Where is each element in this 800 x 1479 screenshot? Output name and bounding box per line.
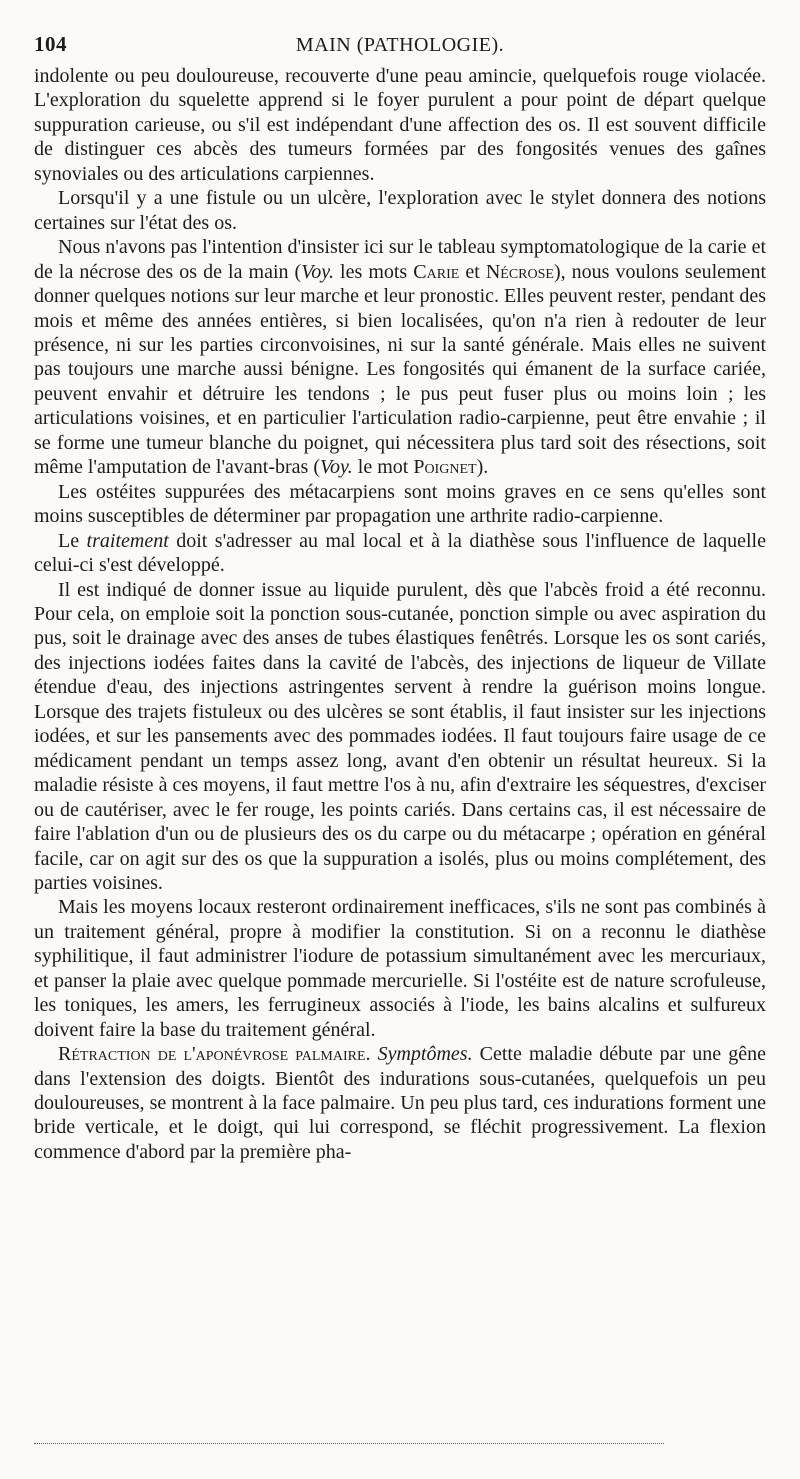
paragraph-carie-necrose (34, 235, 766, 480)
text-run: les mots (334, 260, 414, 283)
paragraph-liquide-purulent: Il est indiqué de donner issue au liquide purulent, dès que l'abcès froid a été reconnu. Pour cela, on emploie soit la ponction sous-cutanée, ponction simple ou avec aspiration du pus, soit le drainage avec des anses de tubes élastiques fenêtrés. Lorsque les os sont cariés, des injections iodées faites dans la cavité de l'abcès, des injections de liqueur de Villate étendue d'eau, des injections astringentes servent à rendre la guérison moins longue. Lorsque des trajets fistuleux ou des ulcères se sont établis, il faut insister sur les injections iodées, et sur les pansements avec des pommades iodées. Il faut toujours faire usage de ce médicament pendant un temps assez long, avant d'en obtenir un résultat heureux. Si la maladie résiste à ces moyens, il faut mettre l'os à nu, afin d'extraire les séquestres, d'exciser ou de cautériser, avec le fer rouge, les points cariés. Dans certains cas, il est nécessaire de faire l'ablation d'un ou de plusieurs des os du carpe ou du métacarpe ; opération en général facile, car on agit sur des os que la suppuration a isolés, plus ou moins complétement, des parties voisines. (34, 578, 766, 894)
italic-symptomes: Symptômes. (377, 1043, 473, 1066)
paragraph-retraction-aponevrose (34, 1042, 766, 1164)
cross-reference-carie: Carie (413, 260, 460, 283)
running-title: MAIN (PATHOLOGIE). (295, 34, 505, 56)
text-run: le mot (352, 456, 414, 479)
paragraph-traitement (34, 529, 766, 578)
italic-traitement: traitement (86, 529, 169, 552)
text-run: Nous n'avons pas l'intention d'insister ici sur le tableau symptomatologique de la carie et de la nécrose des os de la main ( (34, 236, 766, 283)
cross-reference-necrose: Nécrose (485, 260, 554, 283)
text-run (371, 1043, 378, 1065)
text-run: ). (476, 456, 489, 479)
footer-rule (34, 1443, 664, 1444)
text-run: doit s'adresser au mal local et à la diathèse sous l'influence de laquelle celui-ci s'est développé. (34, 529, 766, 577)
text-run: Le (58, 529, 87, 552)
text-run: ), nous voulons seulement donner quelques notions sur leur marche et leur pronostic. Elles peuvent rester, pendant des mois et même des années entières, si bien localisées, qu'on n'a rien à redouter de leur présence, ni sur les parties circonvoisines, ni sur la santé générale. Mais elles ne suivent pas toujours une marche aussi bénigne. Les fongosités qui émanent de la surface cariée, peuvent envahir et détruire les tendons ; le pus peut fuser plus ou moins loin ; les articulations voisines, et en particulier l'articulation radio-carpienne, peut être envahie ; il se forme une tumeur blanche du poignet, qui nécessitera plus tard soit des résections, soit même l'amputation de l'avant-bras ( (34, 260, 766, 479)
text-run: et (459, 260, 486, 283)
page-number: 104 (34, 32, 67, 56)
running-header (34, 26, 766, 60)
italic-voy: Voy. (320, 456, 353, 479)
section-heading-retraction: Rétraction de l'aponévrose palmaire. (58, 1043, 371, 1066)
paragraph-traitement-general: Mais les moyens locaux resteront ordinairement inefficaces, s'ils ne sont pas combinés à un traitement général, propre à modifier la constitution. Si on a reconnu le diathèse syphilitique, il faut administrer l'iodure de potassium simultanément avec les mercuriaux, et panser la plaie avec quelque pommade mercurielle. Si l'ostéite est de nature scrofuleuse, les toniques, les amers, les ferrugineux associés à l'iode, les bains alcalins et sulfureux doivent faire la base du traitement général. (34, 896, 766, 1041)
paragraph-fistule: Lorsqu'il y a une fistule ou un ulcère, l'exploration avec le stylet donnera des notions certaines sur l'état des os. (34, 187, 766, 234)
paragraph-abces-continuation: indolente ou peu douloureuse, recouverte d'une peau amincie, quelquefois rouge violacée. L'exploration du squelette apprend si le foyer purulent a pour point de départ quelque suppuration carieuse, ou s'il est indépendant d'une affection des os. Il est souvent difficile de distinguer ces abcès des tumeurs formées par des fongosités venues des gaînes synoviales ou des articulations carpiennes. (34, 65, 766, 185)
text-run: Cette maladie débute par une gêne dans l'extension des doigts. Bientôt des indurations sous-cutanées, quelquefois un peu douloureuses, se montrent à la face palmaire. Un peu plus tard, ces indurations forment une bride verticale, et le doigt, qui lui correspond, se fléchit progressivement. La flexion commence d'abord par la première pha- (34, 1043, 766, 1163)
cross-reference-poignet: Poignet (413, 456, 477, 479)
body-text (34, 64, 766, 1164)
paragraph-osteites: Les ostéites suppurées des métacarpiens sont moins graves en ce sens qu'elles sont moins susceptibles de déterminer par propagation une arthrite radio-carpienne. (34, 480, 766, 528)
italic-voy: Voy. (301, 260, 334, 283)
